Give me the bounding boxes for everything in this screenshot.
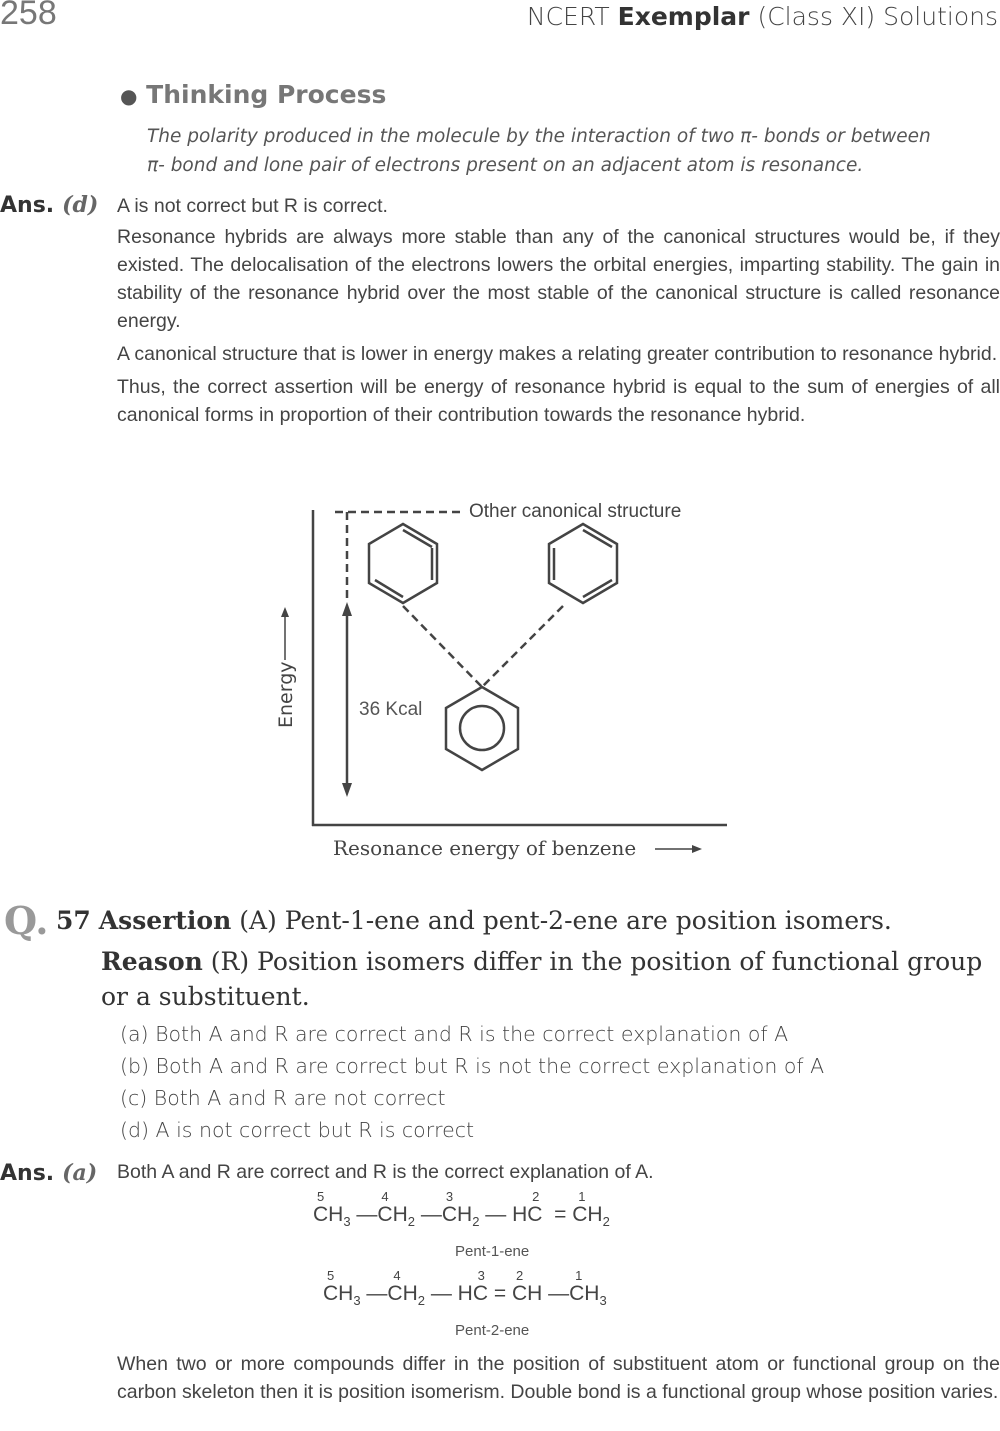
- answer-paragraph: When two or more compounds differ in the position of substituent atom or functional group on the carbon skeleton then it is position isomerism. Double bond is a functional group whose position varies.: [117, 1353, 1000, 1403]
- y-arrow-head: [281, 607, 289, 617]
- bulb-icon: ●: [120, 84, 138, 108]
- page-number: 258: [0, 0, 57, 32]
- ans-option: (a): [62, 1160, 98, 1186]
- kekule-structure-2: [549, 524, 617, 603]
- y-axis-label: Energy: [275, 661, 297, 728]
- pent-1-ene-caption: Pent-1-ene: [455, 1243, 530, 1260]
- header-suffix: (Class XI) Solutions: [757, 2, 998, 31]
- answer-first-line: A is not correct but R is correct.: [117, 195, 388, 217]
- answer-paragraph: Resonance hybrids are always more stable than any of the canonical structures would be, if they existed. The delocalisation of the electrons lowers the orbital energies, imparting stability. The gain in stability of the resonance hybrid over the most stable of the canonical structure is called resonance energy.: [117, 226, 1000, 332]
- option-b: (b) Both A and R are correct but R is not the correct explanation of A: [120, 1054, 825, 1078]
- option-c: (c) Both A and R are not correct: [120, 1086, 446, 1110]
- ans-text: Ans.: [0, 1161, 55, 1186]
- answer-label: [0, 1160, 97, 1186]
- header-bold: Exemplar: [617, 2, 750, 31]
- ans-option: (d): [62, 192, 99, 218]
- pent-2-ene-formula: 5 $CH_3$ — 4 $CH_2$ — 3 HC = 2 CH — 1 $CH_3$: [323, 1268, 607, 1309]
- dashed-connector: [482, 606, 563, 687]
- benzene-hybrid: [446, 687, 518, 770]
- energy-value: 36 Kcal: [359, 699, 423, 720]
- question-reason: [101, 947, 982, 976]
- pent-1-ene-formula: 5 $CH_3$ — 4 $CH_2$ — 3 $CH_2$ — 2 HC = 1 $CH_2$: [313, 1189, 610, 1230]
- pent-2-ene-caption: Pent-2-ene: [455, 1322, 530, 1339]
- option-a: (a) Both A and R are correct and R is the correct explanation of A: [120, 1022, 789, 1046]
- answer-first-line: Both A and R are correct and R is the correct explanation of A.: [117, 1161, 654, 1183]
- arrow-head-down: [342, 783, 352, 797]
- reason-text-cont: or a substituent.: [101, 982, 310, 1011]
- reason-text: (R) Position isomers differ in the position of functional group: [210, 947, 983, 976]
- header-prefix: NCERT: [526, 2, 610, 31]
- assertion-label: Assertion: [98, 906, 232, 935]
- x-arrow-head: [692, 845, 702, 853]
- thinking-title: Thinking Process: [146, 80, 387, 109]
- question-marker: Q.: [4, 898, 49, 943]
- kekule-structure-1: [369, 524, 437, 603]
- answer-paragraph: Thus, the correct assertion will be energy of resonance hybrid is equal to the sum of energies of all canonical forms in proportion of their contribution towards the resonance hybrid.: [117, 376, 1000, 426]
- x-axis-label: Resonance energy of benzene: [333, 836, 637, 860]
- answer-paragraph: A canonical structure that is lower in energy makes a relating greater contribution to resonance hybrid.: [117, 343, 998, 365]
- question-assertion: [56, 906, 892, 935]
- option-d: (d) A is not correct but R is correct: [120, 1118, 475, 1142]
- top-label: Other canonical structure: [469, 501, 682, 522]
- question-number: 57: [56, 906, 91, 935]
- dashed-connector: [403, 606, 482, 687]
- arrow-head-up: [342, 602, 352, 616]
- reason-label: Reason: [101, 947, 203, 976]
- ans-text: Ans.: [0, 193, 55, 218]
- thinking-text: The polarity produced in the molecule by the interaction of two π- bonds or between π- bond and lone pair of electrons present on an adjacent atom is resonance.: [147, 126, 931, 176]
- assertion-text: (A) Pent-1-ene and pent-2-ene are position isomers.: [239, 906, 892, 935]
